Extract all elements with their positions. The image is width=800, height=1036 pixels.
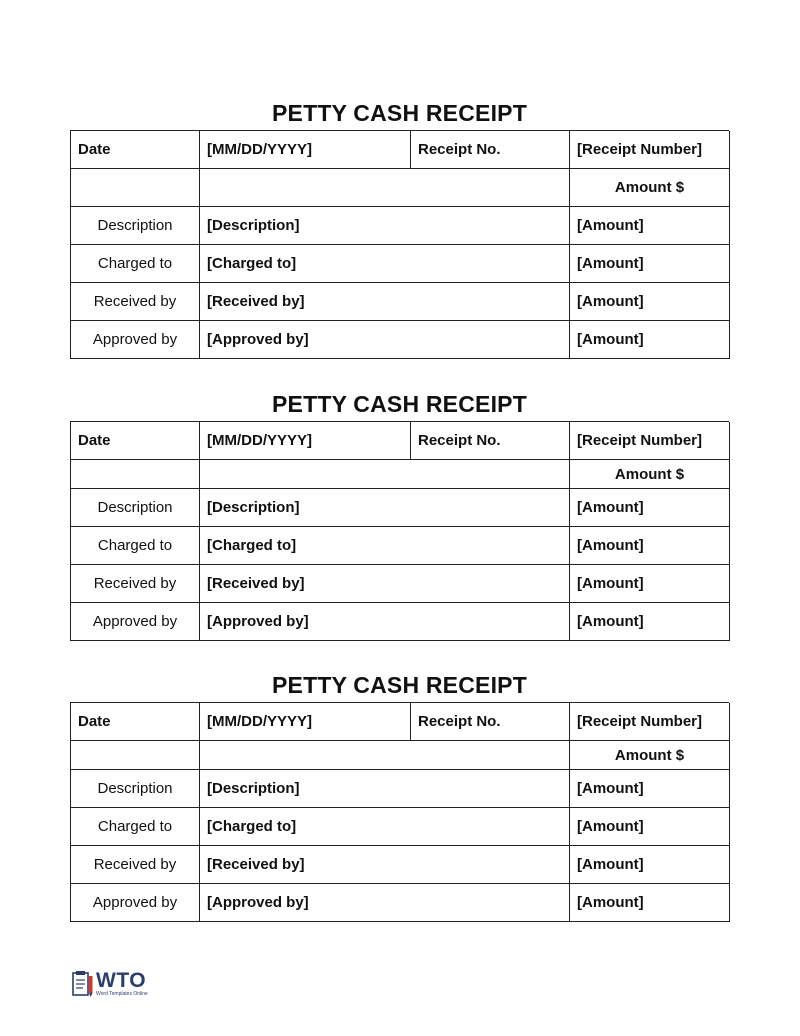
row-label: Received by xyxy=(71,846,200,884)
petty-cash-receipt-1 xyxy=(70,96,729,359)
row-label: Charged to xyxy=(71,808,200,846)
row-label: Charged to xyxy=(71,527,200,565)
row-label: Approved by xyxy=(71,321,200,359)
amount-field[interactable]: [Amount] xyxy=(570,603,730,641)
amount-field[interactable]: [Amount] xyxy=(570,808,730,846)
date-label: Date xyxy=(71,131,200,169)
date-field[interactable]: [MM/DD/YYYY] xyxy=(200,131,411,169)
receipt-number-field[interactable]: [Receipt Number] xyxy=(570,422,730,460)
receipt-title: PETTY CASH RECEIPT xyxy=(272,391,527,417)
logo-wordmark: WTO xyxy=(96,969,147,992)
receipt-title: PETTY CASH RECEIPT xyxy=(272,100,527,126)
petty-cash-receipt-3 xyxy=(70,668,729,922)
wto-logo xyxy=(72,970,148,998)
receipt-title: PETTY CASH RECEIPT xyxy=(272,672,527,698)
row-label: Description xyxy=(71,207,200,245)
amount-field[interactable]: [Amount] xyxy=(570,884,730,922)
amount-field[interactable]: [Amount] xyxy=(570,321,730,359)
charged-to-field[interactable]: [Charged to] xyxy=(200,245,570,283)
blank-cell xyxy=(71,169,200,207)
receipt-no-label: Receipt No. xyxy=(411,422,570,460)
receipt-table xyxy=(70,702,729,922)
amount-field[interactable]: [Amount] xyxy=(570,489,730,527)
amount-field[interactable]: [Amount] xyxy=(570,283,730,321)
description-field[interactable]: [Description] xyxy=(200,207,570,245)
amount-header: Amount $ xyxy=(570,460,730,489)
receipt-number-field[interactable]: [Receipt Number] xyxy=(570,131,730,169)
blank-cell xyxy=(71,460,200,489)
amount-header: Amount $ xyxy=(570,741,730,770)
blank-cell xyxy=(200,460,570,489)
row-label: Description xyxy=(71,770,200,808)
amount-field[interactable]: [Amount] xyxy=(570,770,730,808)
amount-field[interactable]: [Amount] xyxy=(570,565,730,603)
row-label: Received by xyxy=(71,565,200,603)
date-field[interactable]: [MM/DD/YYYY] xyxy=(200,422,411,460)
row-label: Charged to xyxy=(71,245,200,283)
charged-to-field[interactable]: [Charged to] xyxy=(200,527,570,565)
receipt-table xyxy=(70,130,729,359)
received-by-field[interactable]: [Received by] xyxy=(200,846,570,884)
blank-cell xyxy=(71,741,200,770)
row-label: Approved by xyxy=(71,603,200,641)
row-label: Description xyxy=(71,489,200,527)
blank-cell xyxy=(200,169,570,207)
receipt-table xyxy=(70,421,729,641)
received-by-field[interactable]: [Received by] xyxy=(200,283,570,321)
document-pencil-icon xyxy=(72,970,94,998)
date-label: Date xyxy=(71,703,200,741)
amount-field[interactable]: [Amount] xyxy=(570,207,730,245)
row-label: Approved by xyxy=(71,884,200,922)
petty-cash-receipt-2 xyxy=(70,387,729,641)
amount-field[interactable]: [Amount] xyxy=(570,846,730,884)
amount-header: Amount $ xyxy=(570,169,730,207)
description-field[interactable]: [Description] xyxy=(200,489,570,527)
approved-by-field[interactable]: [Approved by] xyxy=(200,603,570,641)
blank-cell xyxy=(200,741,570,770)
charged-to-field[interactable]: [Charged to] xyxy=(200,808,570,846)
approved-by-field[interactable]: [Approved by] xyxy=(200,884,570,922)
receipt-number-field[interactable]: [Receipt Number] xyxy=(570,703,730,741)
received-by-field[interactable]: [Received by] xyxy=(200,565,570,603)
amount-field[interactable]: [Amount] xyxy=(570,245,730,283)
receipt-no-label: Receipt No. xyxy=(411,131,570,169)
logo-subtitle: Word Templates Online xyxy=(96,991,148,997)
amount-field[interactable]: [Amount] xyxy=(570,527,730,565)
description-field[interactable]: [Description] xyxy=(200,770,570,808)
receipt-no-label: Receipt No. xyxy=(411,703,570,741)
date-label: Date xyxy=(71,422,200,460)
row-label: Received by xyxy=(71,283,200,321)
approved-by-field[interactable]: [Approved by] xyxy=(200,321,570,359)
date-field[interactable]: [MM/DD/YYYY] xyxy=(200,703,411,741)
